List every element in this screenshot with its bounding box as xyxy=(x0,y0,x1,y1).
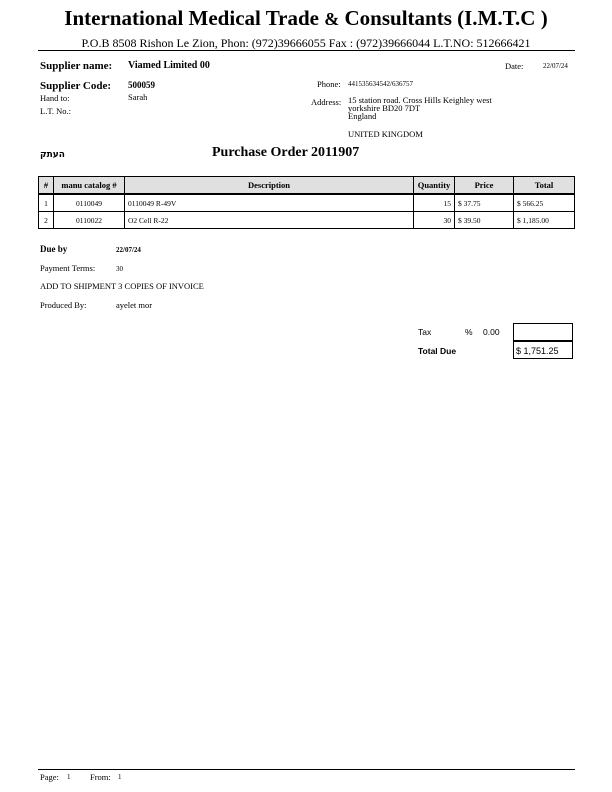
row-description: O2 Cell R-22 xyxy=(125,212,414,229)
company-name: International Medical Trade xyxy=(64,6,319,30)
supplier-name-label: Supplier name: xyxy=(40,60,113,72)
payment-terms-label: Payment Terms: xyxy=(40,263,96,273)
col-header-description: Description xyxy=(125,177,414,195)
tax-rate: 0.00 xyxy=(483,327,500,337)
page-label: Page: xyxy=(40,772,59,782)
address-block xyxy=(348,96,492,120)
row-description: 0110049 R-49V xyxy=(125,194,414,212)
hand-to-value: Sarah xyxy=(128,92,148,102)
row-quantity: 30 xyxy=(414,212,455,229)
supplier-code-label: Supplier Code: xyxy=(40,80,112,92)
address-line: 15 station road. Cross Hills Keighley west xyxy=(348,95,492,105)
row-number: 2 xyxy=(39,212,54,229)
company-title xyxy=(0,6,612,31)
tax-label: Tax xyxy=(418,327,432,337)
company-name-end: Consultants (I.M.T.C ) xyxy=(344,6,548,30)
header-divider xyxy=(38,50,575,51)
purchase-order-title: Purchase Order 2011907 xyxy=(212,145,360,160)
phone-value: 441535634542/636757 xyxy=(348,80,413,88)
address-line: yorkshire BD20 7DT xyxy=(348,103,421,113)
row-price: $ 37.75 xyxy=(455,194,514,212)
from-label: From: xyxy=(90,772,111,782)
row-number: 1 xyxy=(39,194,54,212)
produced-by-value: ayelet mor xyxy=(116,300,153,310)
supplier-name-value: Viamed Limited 00 xyxy=(128,60,210,71)
tax-percent-sign: % xyxy=(465,327,473,337)
col-header-total: Total xyxy=(514,177,575,195)
shipment-note: ADD TO SHIPMENT 3 COPIES OF INVOICE xyxy=(40,281,204,291)
total-due-label: Total Due xyxy=(418,346,457,356)
phone-label: Phone: xyxy=(317,79,341,89)
col-header-quantity: Quantity xyxy=(414,177,455,195)
row-quantity: 15 xyxy=(414,194,455,212)
footer-divider xyxy=(38,769,575,770)
table-row xyxy=(39,212,575,229)
page-value: 1 xyxy=(67,773,71,781)
from-value: 1 xyxy=(118,773,122,781)
col-header-catalog: manu catalog # xyxy=(54,177,125,195)
hand-to-label: Hand to: xyxy=(40,93,70,103)
copy-label: העתק xyxy=(40,150,65,160)
date-label: Date: xyxy=(505,61,524,71)
address-label: Address: xyxy=(311,97,342,107)
row-total: $ 566.25 xyxy=(514,194,575,212)
tax-amount-box xyxy=(513,323,573,341)
date-value: 22/07/24 xyxy=(543,62,568,70)
contact-line: P.O.B 8508 Rishon Le Zion, Phon: (972)39666055 Fax : (972)39666044 L.T.NO: 512666421 xyxy=(81,36,531,50)
row-catalog: 0110022 xyxy=(54,212,125,229)
lt-no-label: L.T. No.: xyxy=(40,106,72,116)
row-total: $ 1,185.00 xyxy=(514,212,575,229)
col-header-price: Price xyxy=(455,177,514,195)
address-country: UNITED KINGDOM xyxy=(348,129,423,139)
due-by-value: 22/07/24 xyxy=(116,246,141,254)
table-header-row xyxy=(39,177,575,195)
payment-terms-value: 30 xyxy=(116,265,123,273)
address-line: England xyxy=(348,111,377,121)
row-price: $ 39.50 xyxy=(455,212,514,229)
col-header-number: # xyxy=(39,177,54,195)
due-by-label: Due by xyxy=(40,244,68,254)
supplier-code-value: 500059 xyxy=(128,80,155,90)
total-due-value: $ 1,751.25 xyxy=(513,341,573,359)
row-catalog: 0110049 xyxy=(54,194,125,212)
table-row xyxy=(39,194,575,212)
items-table xyxy=(38,176,575,229)
produced-by-label: Produced By: xyxy=(40,300,87,310)
company-ampersand: & xyxy=(324,9,340,29)
